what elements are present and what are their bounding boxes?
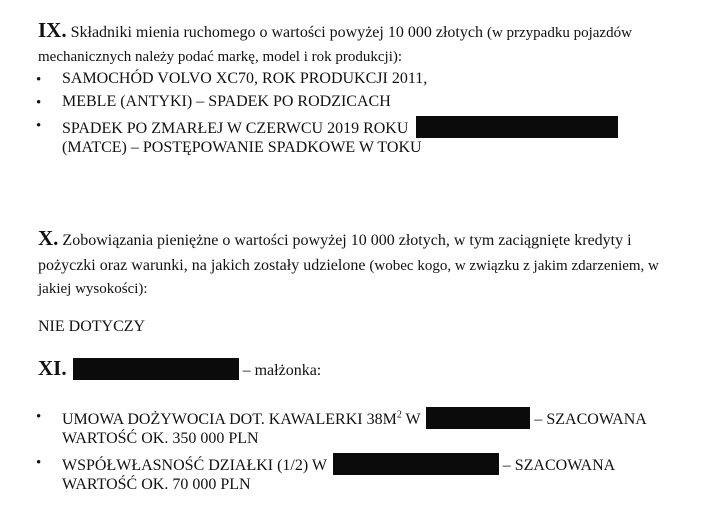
bullet-icon: •: [36, 72, 42, 88]
bullet-icon: •: [36, 95, 42, 111]
bullet-icon: •: [36, 455, 42, 471]
section-ix: [38, 20, 690, 68]
section-ix-note-continued: mechanicznych należy podać markę, model i rok produkcji):: [38, 49, 403, 65]
section-xi-item-line: [62, 453, 615, 475]
redaction-box: [73, 358, 239, 380]
superscript: 2: [396, 409, 402, 421]
section-xi-item-text-after: W: [401, 411, 421, 428]
bullet-icon: •: [36, 118, 42, 134]
section-xi-item-text: UMOWA DOŻYWOCIA DOT. KAWALERKI 38M: [62, 411, 397, 428]
section-xi-item-text: WSPÓŁWŁASNOŚĆ DZIAŁKI (1/2) W: [62, 457, 327, 474]
redaction-box: [426, 407, 530, 429]
section-x-note: (wobec kogo, w związku z jakim zdarzeniem, w: [369, 258, 659, 274]
section-xi-item-continuation: WARTOŚĆ OK. 350 000 PLN: [62, 430, 259, 447]
redaction-box: [416, 116, 618, 138]
section-ix-item-text: MEBLE (ANTYKI) – SPADEK PO RODZICACH: [62, 93, 391, 110]
section-ix-item-text: SPADEK PO ZMARŁEJ W CZERWCU 2019 ROKU: [62, 120, 409, 137]
section-x-answer: NIE DOTYCZY: [38, 318, 146, 335]
section-xi-heading-line: [38, 358, 690, 381]
redaction-box: [333, 453, 499, 475]
section-x-heading-continued: pożyczki oraz warunki, na jakich zostały udzielone: [38, 257, 366, 274]
section-xi-item-suffix: – SZACOWANA: [502, 457, 616, 474]
section-ix-item-line: [62, 116, 618, 138]
section-xi-item-suffix: – SZACOWANA: [534, 411, 647, 428]
section-ix-note: (w przypadku pojazdów: [486, 25, 632, 41]
section-ix-heading: Składniki mienia ruchomego o wartości powyżej 10 000 złotych: [70, 24, 483, 41]
section-xi: [38, 358, 690, 381]
section-x-number: X.: [38, 226, 59, 250]
bullet-icon: •: [36, 409, 42, 425]
section-xi-item-continuation: WARTOŚĆ OK. 70 000 PLN: [62, 476, 251, 493]
section-ix-item-continuation: (MATCE) – POSTĘPOWANIE SPADKOWE W TOKU: [62, 139, 422, 156]
section-ix-item-text: SAMOCHÓD VOLVO XC70, ROK PRODUKCJI 2011,: [62, 70, 428, 87]
section-xi-suffix: – małżonka:: [242, 362, 322, 379]
section-x: [38, 228, 690, 300]
section-x-note-continued: jakiej wysokości):: [38, 281, 148, 297]
section-ix-heading-line: [38, 20, 690, 44]
section-xi-item-line: [62, 407, 647, 429]
section-x-heading-line-2: [38, 255, 690, 277]
section-x-answer-block: [38, 316, 690, 337]
section-x-heading-line-1: [38, 228, 690, 251]
section-xi-number: XI.: [38, 356, 67, 380]
section-ix-number: IX.: [38, 18, 67, 42]
section-x-heading: Zobowiązania pieniężne o wartości powyżej 10 000 złotych, w tym zaciągnięte kredyty i: [62, 232, 632, 249]
